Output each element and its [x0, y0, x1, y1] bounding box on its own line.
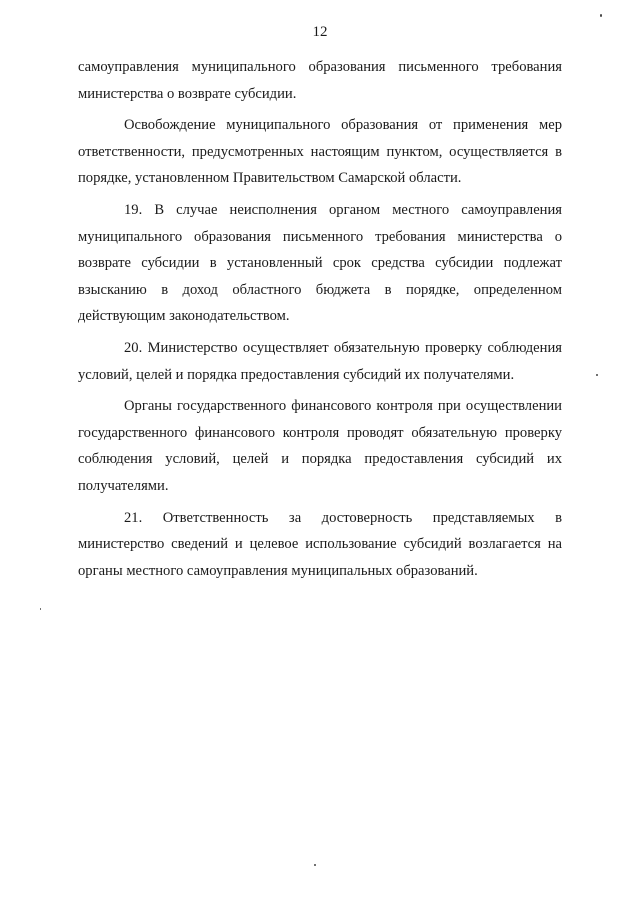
paragraph-item-19: 19. В случае неисполнения органом местного самоуправления муниципального образования письменного требования министерства о возврате субсидии в установленный срок средства субсидии подлежат взысканию в доход областного бюджета в порядке, определенном действующим законодательством. [78, 201, 562, 325]
paragraph-item-21: 21. Ответственность за достоверность представляемых в министерство сведений и целевое использование субсидий возлагается на органы местного самоуправления муниципальных образований. [78, 509, 562, 579]
scan-speck [596, 374, 598, 376]
page-number: 12 [312, 24, 328, 40]
document-body [78, 54, 562, 589]
scan-speck [600, 14, 602, 17]
scan-speck [314, 864, 316, 866]
paragraph-continuation: самоуправления муниципального образования письменного требования министерства о возврате субсидии. [78, 59, 562, 102]
paragraph-exemption: Освобождение муниципального образования от применения мер ответственности, предусмотренных настоящим пунктом, осуществляется в порядке, установленном Правительством Самарской области. [78, 117, 562, 187]
scan-speck [40, 608, 41, 610]
paragraph-financial-control: Органы государственного финансового контроля при осуществлении государственного финансового контроля проводят обязательную проверку соблюдения условий, целей и порядка предоставления субсидий их получателями. [78, 398, 562, 494]
paragraph-item-20: 20. Министерство осуществляет обязательную проверку соблюдения условий, целей и порядка предоставления субсидий их получателями. [78, 339, 562, 383]
